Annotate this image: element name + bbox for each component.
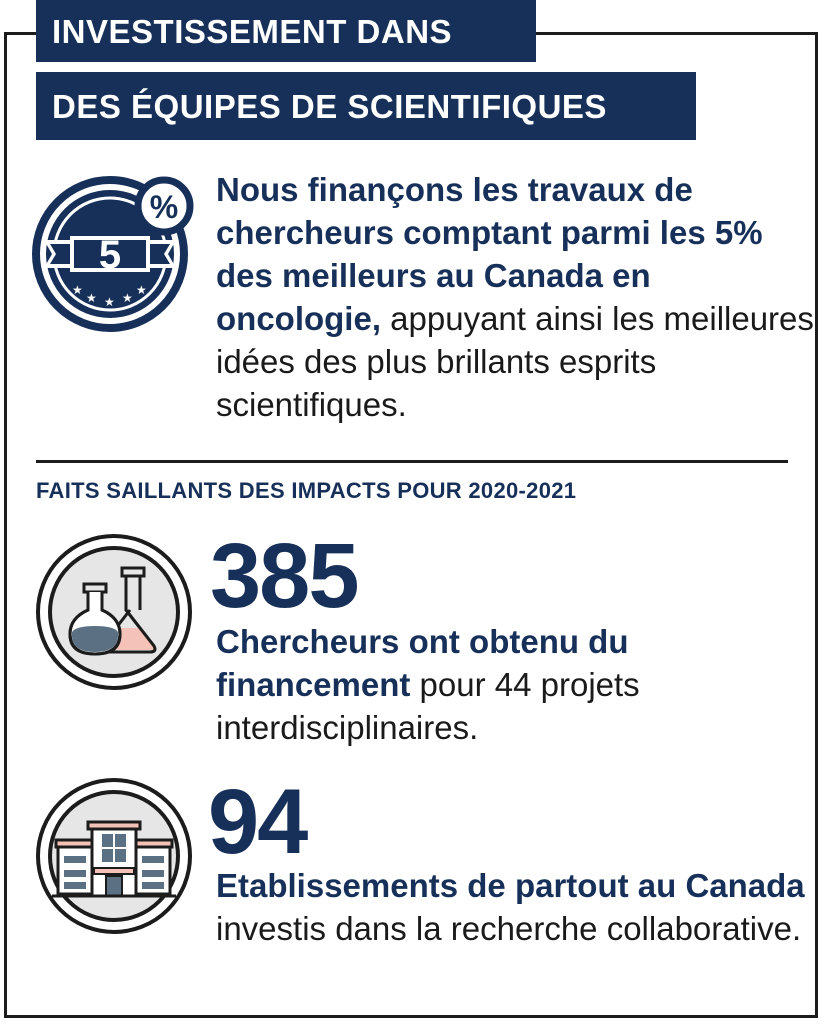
researchers-regular-text: pour 44 projets interdisciplinaires.	[216, 666, 640, 746]
intro-paragraph	[216, 168, 816, 426]
svg-text:★: ★	[86, 291, 97, 305]
institutions-bold-text: Etablissements de partout au Canada	[216, 867, 805, 904]
page-title-line-2	[36, 72, 696, 140]
lab-flasks-icon	[36, 532, 196, 692]
institutions-regular-text: investis dans la recherche collaborative.	[216, 910, 802, 947]
svg-text:★: ★	[104, 295, 115, 309]
svg-text:★: ★	[72, 283, 83, 297]
intro-regular-text: appuyant ainsi les meilleures idées des plus brillants esprits scientifiques.	[216, 300, 814, 423]
badge-number: 5	[98, 233, 122, 277]
svg-text:★: ★	[122, 291, 133, 305]
institutions-paragraph	[216, 864, 816, 950]
institutions-count: 94	[208, 771, 307, 873]
svg-text:★: ★	[136, 283, 147, 297]
top-5-percent-badge-icon	[30, 170, 200, 340]
badge-percent-symbol: %	[149, 189, 179, 225]
researchers-paragraph	[216, 620, 816, 749]
highlights-heading: FAITS SAILLANTS DES IMPACTS POUR 2020-2021	[36, 478, 577, 503]
title-line-2-text: DES ÉQUIPES DE SCIENTIFIQUES	[52, 87, 607, 125]
researchers-bold-text: Chercheurs ont obtenu du financement	[216, 623, 629, 703]
researchers-count: 385	[210, 525, 358, 627]
title-line-1-text: INVESTISSEMENT DANS	[52, 12, 453, 50]
building-icon	[36, 776, 196, 936]
section-divider	[36, 460, 788, 463]
page-title-line-1	[36, 0, 536, 62]
intro-bold-text: Nous finançons les travaux de chercheurs comptant parmi les 5% des meilleurs au Canada en oncologie,	[216, 171, 763, 337]
